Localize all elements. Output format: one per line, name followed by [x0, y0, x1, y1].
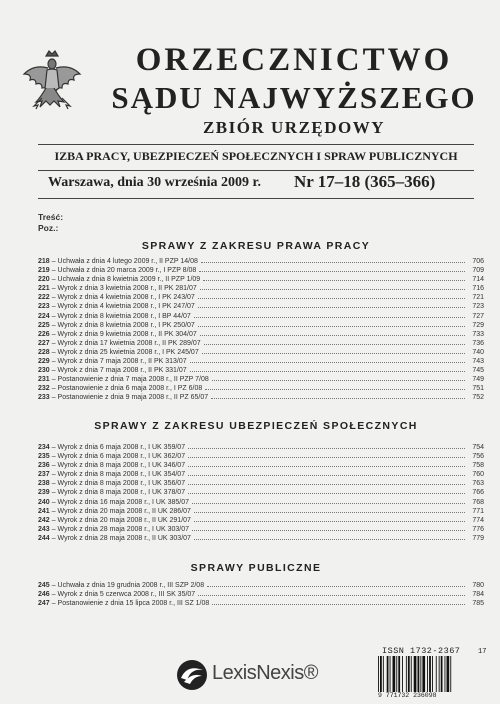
entry-number: 236 — [38, 462, 50, 470]
toc-entry — [38, 392, 484, 401]
leader-dots — [188, 478, 465, 485]
entry-page: 740 — [472, 348, 484, 356]
entry-page: 760 — [472, 471, 484, 479]
entry-number: 219 — [38, 267, 50, 275]
entry-page: 736 — [472, 339, 484, 347]
entry-title: – Wyrok z dnia 20 maja 2008 r., II UK 291/07 — [51, 516, 191, 524]
toc-list — [38, 442, 484, 542]
toc-entry — [38, 338, 484, 347]
toc-entry — [38, 347, 484, 356]
entry-title: – Wyrok z dnia 6 maja 2008 r., I UK 362/07 — [51, 453, 186, 461]
leader-dots — [198, 320, 465, 327]
leader-dots — [203, 274, 465, 281]
toc-entry — [38, 374, 484, 383]
toc-entry — [38, 469, 484, 478]
leader-dots — [188, 442, 465, 449]
entry-page: 756 — [472, 453, 484, 461]
entry-title: – Wyrok z dnia 17 kwietnia 2008 r., II PK 289/07 — [51, 339, 201, 347]
entry-title: – Wyrok z dnia 5 czerwca 2008 r., III SK 35/07 — [51, 591, 196, 599]
toc-entry — [38, 320, 484, 329]
issn-number: ISSN 1732-2367 — [382, 646, 461, 656]
entry-title: – Wyrok z dnia 25 kwietnia 2008 r., I PK 245/07 — [51, 348, 199, 356]
toc-entry — [38, 265, 484, 274]
entry-page: 751 — [472, 385, 484, 393]
entry-number: 224 — [38, 312, 50, 320]
entry-page: 771 — [472, 507, 484, 515]
leader-dots — [194, 515, 465, 522]
leader-dots — [212, 374, 465, 381]
leader-dots — [192, 497, 465, 504]
toc-entry — [38, 451, 484, 460]
entry-number: 225 — [38, 321, 50, 329]
entry-page: 709 — [472, 267, 484, 275]
entry-title: – Wyrok z dnia 8 maja 2008 r., I UK 356/07 — [51, 480, 186, 488]
entry-title: – Uchwała z dnia 20 marca 2009 r., I PZP 8/08 — [51, 267, 197, 275]
entry-number: 230 — [38, 367, 50, 375]
leader-dots — [188, 460, 465, 467]
toc-entry — [38, 274, 484, 283]
entry-page: 745 — [472, 367, 484, 375]
toc-entry — [38, 533, 484, 542]
leader-dots — [200, 329, 465, 336]
lexisnexis-logo-icon — [175, 658, 209, 692]
entry-page: 743 — [472, 358, 484, 366]
contents-label: Treść: — [38, 212, 64, 222]
entry-title: – Postanowienie z dnia 15 lipca 2008 r., III SZ 1/08 — [51, 600, 210, 608]
entry-title: – Wyrok z dnia 28 maja 2008 r., I UK 303/07 — [51, 525, 189, 533]
entry-number: 245 — [38, 582, 50, 589]
toc-entry — [38, 524, 484, 533]
entry-title: – Wyrok z dnia 16 maja 2008 r., I UK 385/07 — [51, 498, 189, 506]
entry-page: 763 — [472, 480, 484, 488]
entry-number: 231 — [38, 376, 50, 384]
toc-entry — [38, 589, 484, 598]
entry-number: 233 — [38, 394, 50, 402]
entry-title: – Wyrok z dnia 28 maja 2008 r., II UK 303/07 — [51, 534, 191, 542]
section-title: SPRAWY Z ZAKRESU UBEZPIECZEŃ SPOŁECZNYCH — [94, 420, 418, 432]
entry-page: 727 — [472, 312, 484, 320]
leader-dots — [194, 533, 465, 540]
toc-entry — [38, 506, 484, 515]
entry-page: 758 — [472, 462, 484, 470]
toc-entry — [38, 292, 484, 301]
leader-dots — [192, 524, 465, 531]
entry-page: 785 — [472, 600, 484, 608]
entry-page: 779 — [472, 534, 484, 542]
divider — [38, 198, 474, 199]
entry-number: 222 — [38, 294, 50, 302]
leader-dots — [194, 506, 465, 513]
entry-page: 716 — [472, 285, 484, 293]
entry-title: – Wyrok z dnia 6 maja 2008 r., I UK 359/07 — [51, 444, 186, 451]
entry-page: 749 — [472, 376, 484, 384]
entry-number: 232 — [38, 385, 50, 393]
leader-dots — [190, 356, 465, 363]
entry-page: 733 — [472, 330, 484, 338]
leader-dots — [207, 580, 465, 587]
publication-date: Warszawa, dnia 30 września 2009 r. — [48, 175, 261, 190]
entry-title: – Wyrok z dnia 20 maja 2008 r., II UK 286/07 — [51, 507, 191, 515]
leader-dots — [194, 311, 465, 318]
divider — [38, 144, 474, 145]
leader-dots — [198, 301, 465, 308]
entry-title: – Wyrok z dnia 4 kwietnia 2008 r., I PK 247/07 — [51, 303, 195, 311]
entry-page: 774 — [472, 516, 484, 524]
leader-dots — [198, 589, 465, 596]
leader-dots — [190, 365, 465, 372]
toc-entry — [38, 356, 484, 365]
section-title: SPRAWY PUBLICZNE — [190, 562, 322, 574]
section-title: SPRAWY Z ZAKRESU PRAWA PRACY — [141, 240, 371, 252]
divider — [38, 170, 474, 171]
journal-title-line1: ORZECZNICTWO — [135, 42, 453, 78]
polish-eagle-emblem-icon — [20, 48, 84, 120]
leader-dots — [200, 283, 465, 290]
entry-number: 244 — [38, 534, 50, 542]
entry-number: 226 — [38, 330, 50, 338]
toc-entry — [38, 580, 484, 589]
entry-number: 246 — [38, 591, 50, 599]
barcode-addon: 17 — [478, 648, 487, 656]
entry-page: 784 — [472, 591, 484, 599]
entry-title: – Uchwała z dnia 19 grudnia 2008 r., III SZP 2/08 — [51, 582, 205, 589]
leader-dots — [188, 487, 465, 494]
toc-entry — [38, 478, 484, 487]
entry-number: 241 — [38, 507, 50, 515]
leader-dots — [211, 392, 465, 399]
leader-dots — [199, 265, 465, 272]
entry-title: – Postanowienie z dnia 9 maja 2008 r., II PZ 65/07 — [51, 394, 209, 402]
toc-entry — [38, 301, 484, 310]
chamber-subtitle: IZBA PRACY, UBEZPIECZEŃ SPOŁECZNYCH I SPRAW PUBLICZNYCH — [54, 149, 458, 163]
leader-dots — [201, 256, 465, 263]
entry-page: 780 — [472, 582, 484, 589]
leader-dots — [204, 338, 465, 345]
barcode-number: 9 771732 236098 — [378, 692, 437, 699]
leader-dots — [188, 451, 465, 458]
entry-page: 723 — [472, 303, 484, 311]
entry-title: – Wyrok z dnia 8 maja 2008 r., I UK 378/07 — [51, 489, 186, 497]
issue-number: Nr 17–18 (365–366) — [294, 172, 436, 191]
entry-title: – Wyrok z dnia 4 kwietnia 2008 r., I PK 243/07 — [51, 294, 195, 302]
entry-title: – Wyrok z dnia 3 kwietnia 2008 r., II PK 281/07 — [51, 285, 197, 293]
toc-list — [38, 256, 484, 402]
entry-number: 242 — [38, 516, 50, 524]
entry-page: 768 — [472, 498, 484, 506]
leader-dots — [205, 383, 465, 390]
toc-entry — [38, 365, 484, 374]
entry-title: – Uchwała z dnia 4 lutego 2009 r., II PZP 14/08 — [51, 258, 198, 265]
leader-dots — [202, 347, 465, 354]
entry-number: 227 — [38, 339, 50, 347]
entry-title: – Wyrok z dnia 8 kwietnia 2008 r., I PK 250/07 — [51, 321, 195, 329]
entry-number: 223 — [38, 303, 50, 311]
entry-number: 235 — [38, 453, 50, 461]
entry-number: 243 — [38, 525, 50, 533]
entry-number: 247 — [38, 600, 50, 608]
entry-page: 729 — [472, 321, 484, 329]
entry-page: 714 — [472, 276, 484, 284]
entry-page: 766 — [472, 489, 484, 497]
journal-title-line2: SĄDU NAJWYŻSZEGO — [111, 80, 477, 115]
entry-title: – Uchwała z dnia 8 kwietnia 2009 r., II PZP 1/09 — [51, 276, 201, 284]
entry-number: 238 — [38, 480, 50, 488]
entry-number: 239 — [38, 489, 50, 497]
entry-page: 721 — [472, 294, 484, 302]
entry-number: 240 — [38, 498, 50, 506]
barcode-icon — [376, 656, 472, 692]
entry-title: – Wyrok z dnia 8 kwietnia 2008 r., I BP 44/07 — [51, 312, 191, 320]
toc-entry — [38, 256, 484, 265]
entry-title: – Postanowienie z dnia 6 maja 2008 r., I PZ 6/08 — [51, 385, 203, 393]
entry-page: 706 — [472, 258, 484, 265]
leader-dots — [212, 598, 465, 605]
entry-title: – Wyrok z dnia 8 maja 2008 r., I UK 346/07 — [51, 462, 186, 470]
entry-number: 220 — [38, 276, 50, 284]
toc-list — [38, 580, 484, 607]
toc-entry — [38, 487, 484, 496]
toc-entry — [38, 598, 484, 607]
toc-entry — [38, 311, 484, 320]
toc-entry — [38, 515, 484, 524]
entry-number: 237 — [38, 471, 50, 479]
entry-title: – Wyrok z dnia 7 maja 2008 r., II PK 331/07 — [51, 367, 187, 375]
entry-number: 228 — [38, 348, 50, 356]
entry-number: 229 — [38, 358, 50, 366]
entry-title: – Wyrok z dnia 9 kwietnia 2008 r., II PK 304/07 — [51, 330, 197, 338]
entry-number: 221 — [38, 285, 50, 293]
entry-page: 752 — [472, 394, 484, 402]
toc-entry — [38, 442, 484, 451]
entry-page: 754 — [472, 444, 484, 451]
entry-number: 218 — [38, 258, 50, 265]
entry-page: 776 — [472, 525, 484, 533]
journal-title-line3: ZBIÓR URZĘDOWY — [202, 118, 386, 137]
toc-entry — [38, 460, 484, 469]
entry-number: 234 — [38, 444, 50, 451]
toc-entry — [38, 329, 484, 338]
entry-title: – Postanowienie z dnia 7 maja 2008 r., II PZP 7/08 — [51, 376, 209, 384]
entry-title: – Wyrok z dnia 8 maja 2008 r., I UK 354/07 — [51, 471, 186, 479]
leader-dots — [188, 469, 465, 476]
position-label: Poz.: — [38, 223, 59, 233]
publisher-logo-text: LexisNexis® — [212, 662, 318, 684]
toc-entry — [38, 497, 484, 506]
leader-dots — [198, 292, 465, 299]
toc-entry — [38, 383, 484, 392]
entry-title: – Wyrok z dnia 7 maja 2008 r., II PK 313/07 — [51, 358, 187, 366]
toc-entry — [38, 283, 484, 292]
